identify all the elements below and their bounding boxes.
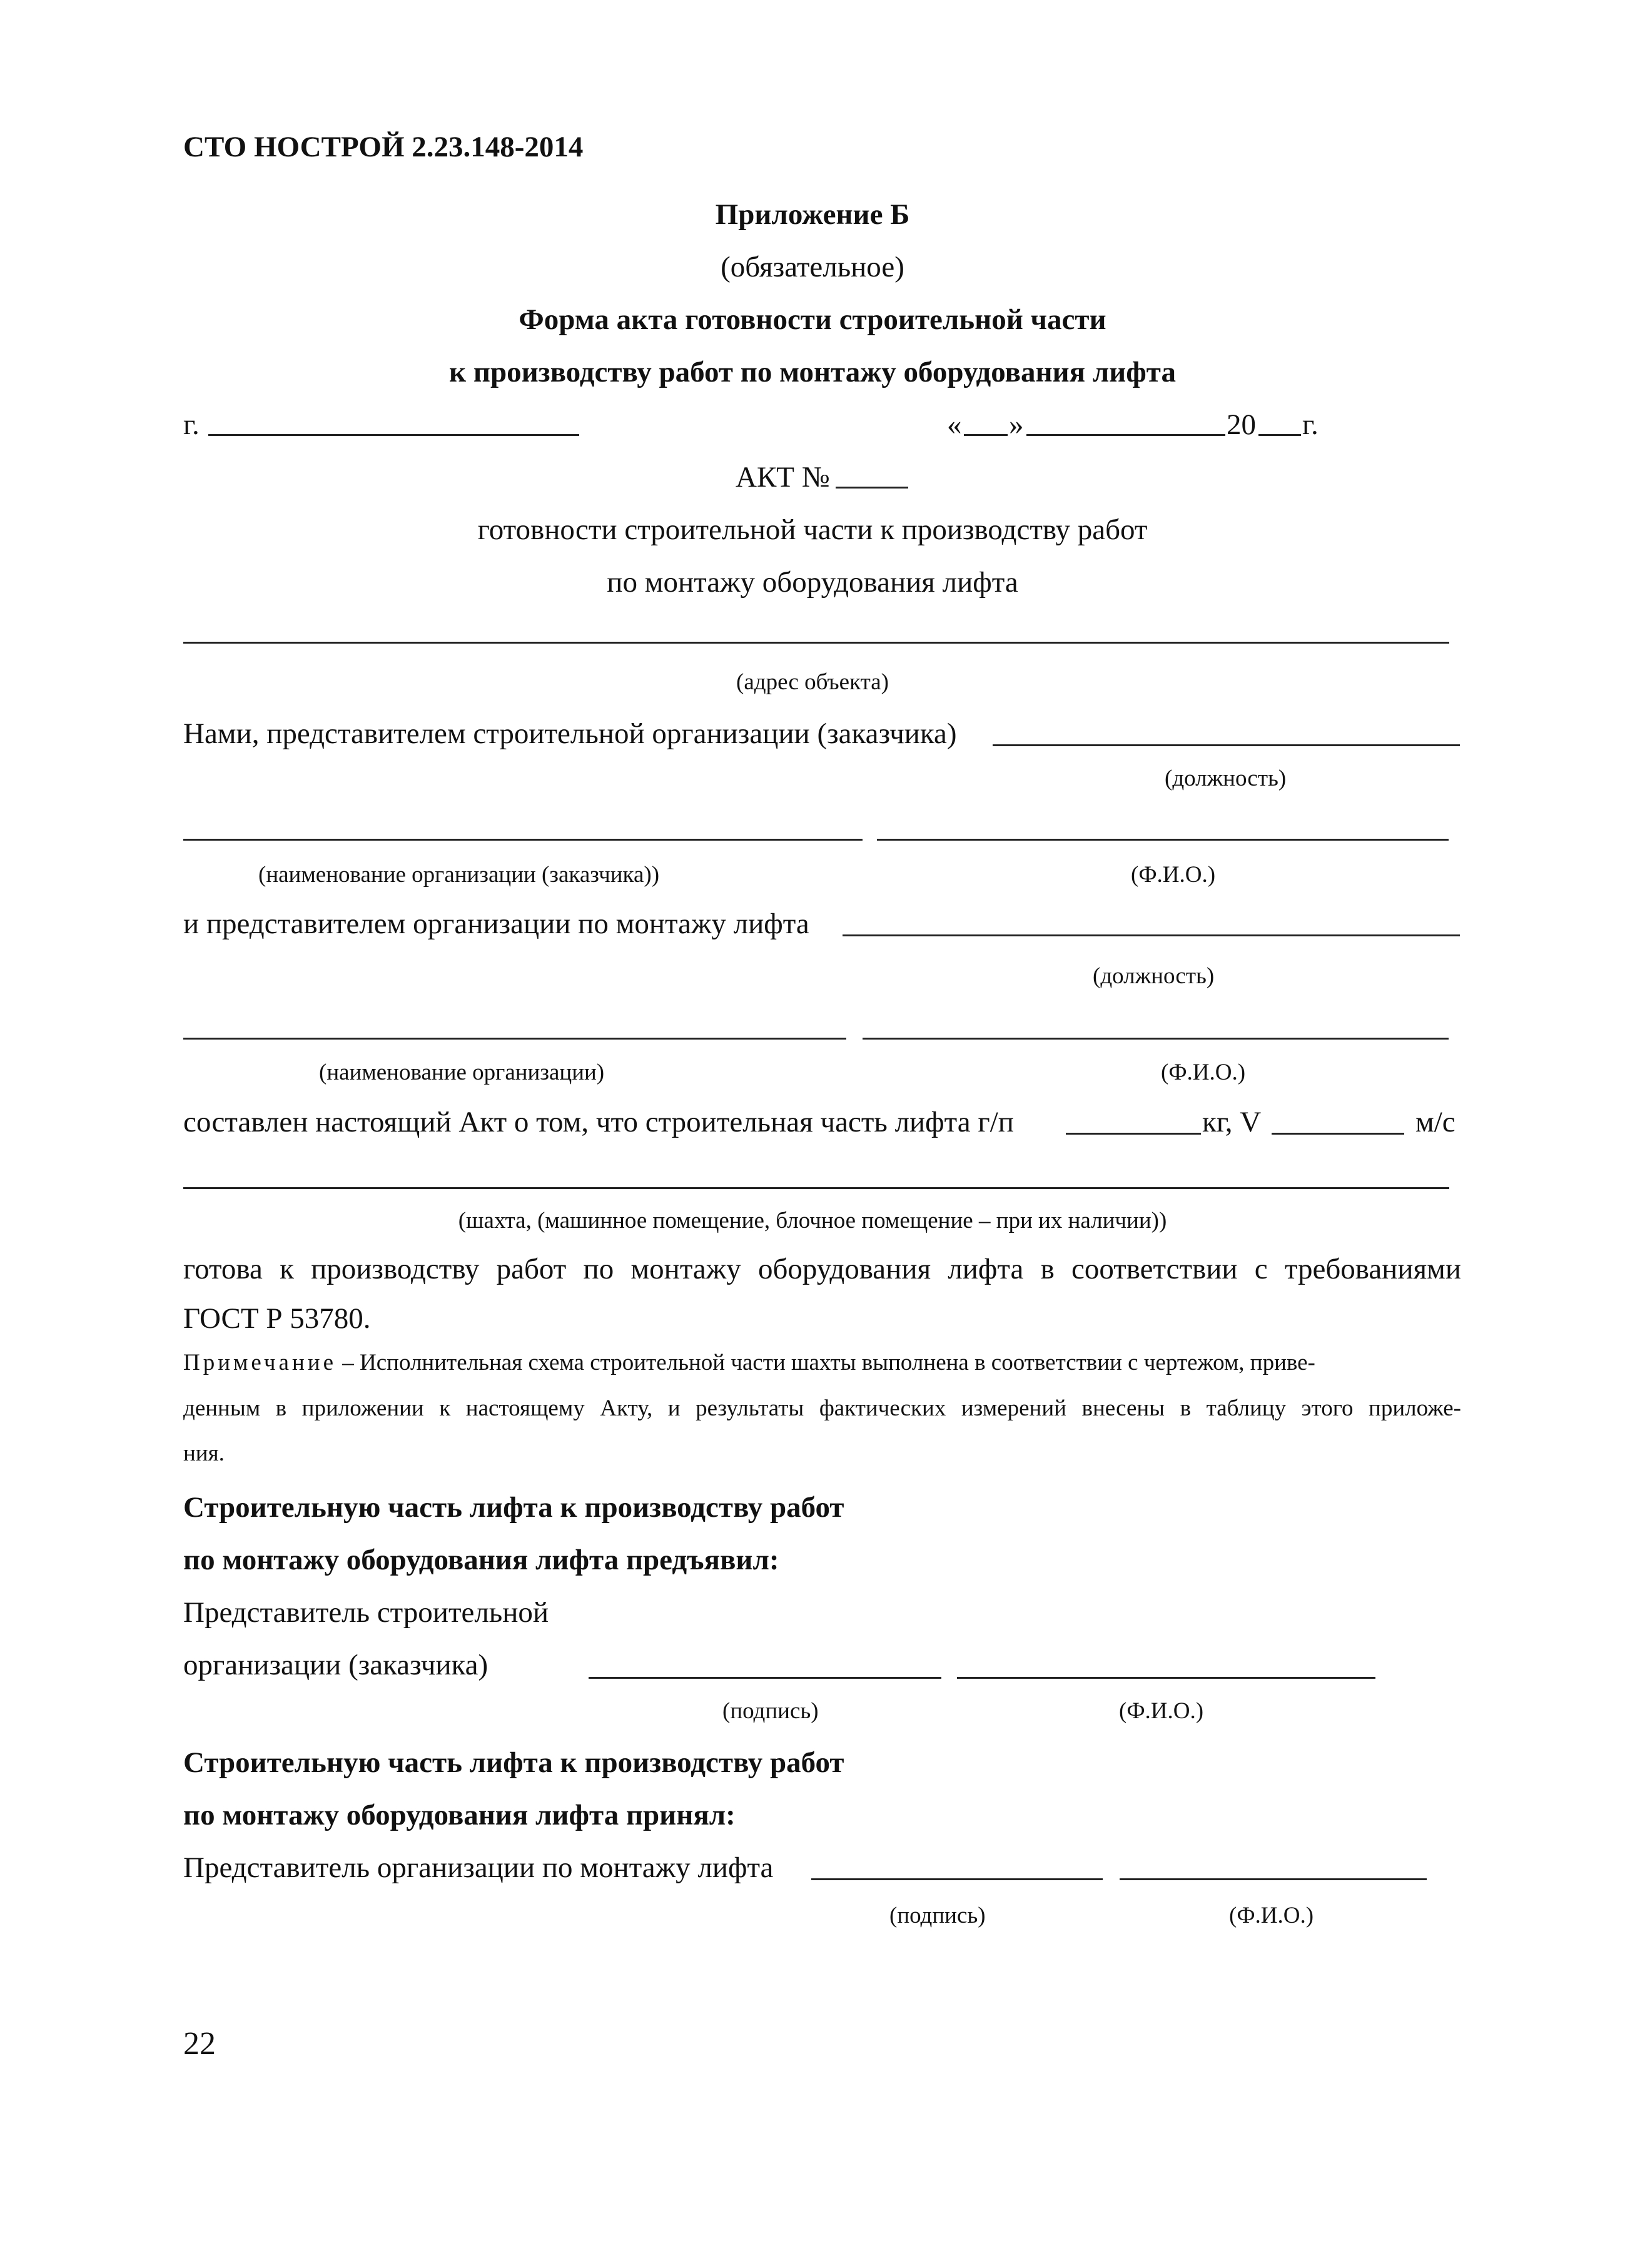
- customer-rep-label: Нами, представителем строительной организации (заказчика): [183, 717, 957, 750]
- act-number-label: АКТ №: [736, 461, 830, 494]
- installer-fio-line[interactable]: [863, 1038, 1449, 1040]
- compiled-text: составлен настоящий Акт о том, что строительная часть лифта г/п: [183, 1106, 1014, 1138]
- form-title-line-1: Форма акта готовности строительной части: [519, 303, 1106, 336]
- customer-org-caption: (наименование организации (заказчика)): [258, 862, 660, 888]
- speed-field-line[interactable]: [1272, 1133, 1404, 1135]
- accepted-signature-line[interactable]: [811, 1878, 1103, 1880]
- presented-heading-1: Строительную часть лифта к производству работ: [183, 1491, 844, 1524]
- act-number-field-line[interactable]: [836, 487, 908, 489]
- standard-code: СТО НОСТРОЙ 2.23.148-2014: [183, 131, 584, 163]
- installer-rep-label: и представителем организации по монтажу лифта: [183, 908, 809, 940]
- presented-rep-line-2: организации (заказчика): [183, 1649, 489, 1681]
- gost-reference: ГОСТ Р 53780.: [183, 1302, 371, 1335]
- customer-rep-position-line[interactable]: [993, 744, 1460, 746]
- customer-fio-caption: (Ф.И.О.): [1131, 862, 1216, 888]
- appendix-status: (обязательное): [721, 251, 904, 283]
- accepted-heading-2: по монтажу оборудования лифта принял:: [183, 1799, 736, 1831]
- customer-fio-line[interactable]: [877, 839, 1449, 841]
- presented-fio-caption: (Ф.И.О.): [1119, 1698, 1204, 1724]
- customer-org-line[interactable]: [183, 839, 863, 841]
- form-title-line-2: к производству работ по монтажу оборудования лифта: [449, 356, 1176, 388]
- note-line-2: денным в приложении к настоящему Акту, и результаты фактических измерений внесены в таблицу этого приложе-: [183, 1395, 1461, 1421]
- act-subtitle-line-1: готовности строительной части к производству работ: [477, 514, 1148, 546]
- installer-position-caption: (должность): [1093, 963, 1215, 989]
- installer-org-line[interactable]: [183, 1038, 846, 1040]
- installer-fio-caption: (Ф.И.О.): [1161, 1060, 1246, 1085]
- shaft-field-line[interactable]: [183, 1187, 1449, 1189]
- presented-fio-line[interactable]: [957, 1677, 1375, 1679]
- accepted-signature-caption: (подпись): [889, 1903, 986, 1928]
- presented-heading-2: по монтажу оборудования лифта предъявил:: [183, 1544, 779, 1576]
- accepted-fio-caption: (Ф.И.О.): [1229, 1903, 1314, 1928]
- address-field-line[interactable]: [183, 642, 1449, 644]
- customer-position-caption: (должность): [1165, 766, 1287, 791]
- accepted-fio-line[interactable]: [1120, 1878, 1427, 1880]
- presented-rep-line-1: Представитель строительной: [183, 1596, 549, 1629]
- presented-signature-line[interactable]: [589, 1677, 941, 1679]
- city-prefix: г.: [183, 408, 200, 441]
- month-field-line[interactable]: [1026, 434, 1225, 436]
- address-caption: (адрес объекта): [736, 669, 889, 695]
- accepted-heading-1: Строительную часть лифта к производству работ: [183, 1746, 844, 1779]
- year-prefix: 20: [1227, 408, 1256, 441]
- note-line-3: ния.: [183, 1440, 225, 1466]
- installer-org-caption: (наименование организации): [319, 1060, 605, 1085]
- presented-signature-caption: (подпись): [722, 1698, 819, 1724]
- note-label: Примечание: [183, 1350, 337, 1375]
- speed-unit: м/с: [1415, 1106, 1455, 1138]
- act-subtitle-line-2: по монтажу оборудования лифта: [607, 566, 1018, 599]
- day-field-line[interactable]: [964, 434, 1008, 436]
- kg-v-label: кг, V: [1202, 1106, 1262, 1138]
- capacity-field-line[interactable]: [1066, 1133, 1201, 1135]
- year-field-line[interactable]: [1258, 434, 1301, 436]
- note-line-1: [183, 1351, 1461, 1374]
- installer-position-line[interactable]: [843, 934, 1460, 936]
- note-line-1-text: – Исполнительная схема строительной части шахты выполнена в соответствии с чертежом, приве-: [342, 1350, 1315, 1375]
- shaft-caption: (шахта, (машинное помещение, блочное помещение – при их наличии)): [458, 1208, 1167, 1233]
- city-field-line[interactable]: [208, 434, 579, 436]
- page-number: 22: [183, 2026, 216, 2062]
- date-open-quote: «: [947, 408, 962, 441]
- appendix-title: Приложение Б: [715, 198, 910, 231]
- accepted-rep-label: Представитель организации по монтажу лифта: [183, 1851, 774, 1884]
- date-close-quote: »: [1009, 408, 1024, 441]
- year-suffix: г.: [1302, 408, 1319, 441]
- ready-line: готова к производству работ по монтажу оборудования лифта в соответствии с требованиями: [183, 1253, 1461, 1285]
